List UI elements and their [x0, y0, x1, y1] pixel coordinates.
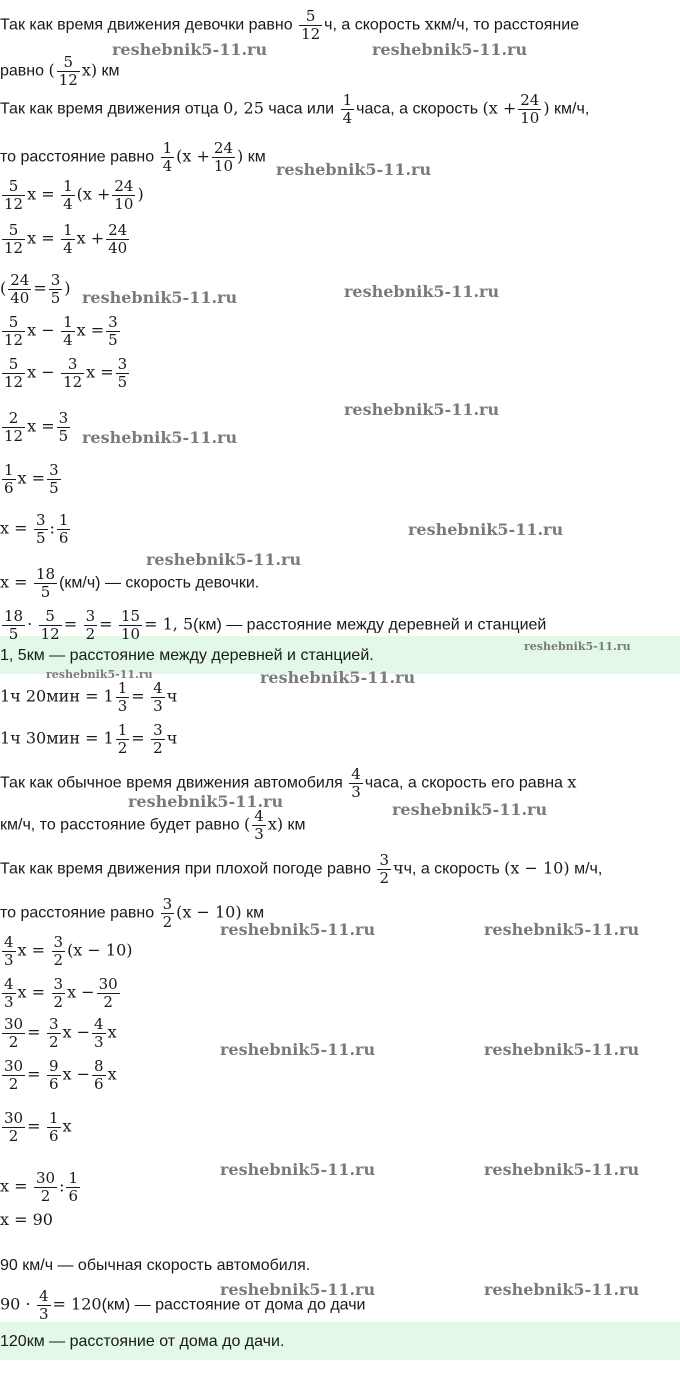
time-conversion-2: 1ч 30мин = 1 $\frac{1}{2}$ = $\frac{3}{2}$ ч [0, 721, 178, 757]
equation-13: $\frac{30}{2}$ = $\frac{1}{6}$ x [4, 1109, 72, 1145]
equation-speed-girl: x = $\frac{18}{5}$ (км/ч) — скорость девочки. [0, 565, 260, 601]
equation-14: x = $\frac{30}{2}$ : $\frac{1}{6}$ [0, 1169, 78, 1205]
problem-intro-girl: Так как время движения девочки равно $\frac{5}{12}$ ч, а скорость xкм/ч, то расстояние [0, 7, 580, 43]
watermark: reshebnik5-11.ru [392, 800, 548, 819]
problem-intro-father: Так как время движения отца 0, 25 часа или $\frac{1}{4}$ часа, а скорость (x + $\frac{24}{10}$ ) км/ч, [0, 91, 590, 127]
problem-intro-father-2: то расстояние равно $\frac{1}{4}$ (x + $\frac{24}{10}$ ) км [0, 139, 266, 175]
watermark: reshebnik5-11.ru [484, 1280, 640, 1299]
problem-intro-bad-weather: Так как время движения при плохой погоде равно $\frac{3}{2}$ чч, а скорость (x − 10) м/ч, [0, 851, 603, 887]
equation-7: $\frac{1}{6}$ x = $\frac{3}{5}$ [4, 461, 59, 497]
equation-10: $\frac{4}{3}$ x = $\frac{3}{2}$ x − $\frac{30}{2}$ [4, 975, 118, 1011]
watermark: reshebnik5-11.ru [484, 1160, 640, 1179]
answer-1: 1, 5км — расстояние между деревней и станцией. [0, 647, 374, 664]
watermark: reshebnik5-11.ru [260, 668, 416, 687]
equation-11: $\frac{30}{2}$ = $\frac{3}{2}$ x − $\frac{4}{3}$ x [4, 1015, 117, 1051]
watermark: reshebnik5-11.ru [220, 1040, 376, 1059]
watermark: reshebnik5-11.ru [408, 520, 564, 539]
equation-6: $\frac{2}{12}$ x = $\frac{3}{5}$ [4, 409, 69, 445]
watermark: reshebnik5-11.ru [220, 920, 376, 939]
car-speed-statement: 90 км/ч — обычная скорость автомобиля. [0, 1257, 311, 1274]
watermark: reshebnik5-11.ru [344, 400, 500, 419]
equation-8: x = $\frac{3}{5}$ : $\frac{1}{6}$ [0, 511, 69, 547]
watermark: reshebnik5-11.ru [344, 282, 500, 301]
equation-1: $\frac{5}{12}$ x = $\frac{1}{4}$ (x + $\frac{24}{10}$ ) [4, 177, 144, 213]
watermark: reshebnik5-11.ru [484, 920, 640, 939]
problem-intro-car: Так как обычное время движения автомобиля $\frac{4}{3}$ часа, а скорость его равна x [0, 765, 577, 801]
equation-2: $\frac{5}{12}$ x = $\frac{1}{4}$ x + $\frac{24}{40}$ [4, 221, 128, 257]
equation-4: $\frac{5}{12}$ x − $\frac{1}{4}$ x = $\frac{3}{5}$ [4, 313, 118, 349]
watermark: reshebnik5-11.ru [276, 160, 432, 179]
watermark: reshebnik5-11.ru [372, 40, 528, 59]
equation-distance: $\frac{18}{5}$ · $\frac{5}{12}$ = $\frac{3}{2}$ = $\frac{15}{10}$ = 1, 5(км) — расстояние между деревней и станцией [4, 607, 547, 643]
equation-5: $\frac{5}{12}$ x − $\frac{3}{12}$ x = $\frac{3}{5}$ [4, 355, 128, 391]
watermark: reshebnik5-11.ru [112, 40, 268, 59]
problem-intro-bad-weather-2: то расстояние равно $\frac{3}{2}$ (x − 10) км [0, 895, 265, 931]
equation-3: ( $\frac{24}{40}$ = $\frac{3}{5}$ ) [0, 271, 71, 307]
equation-result-x: x = 90 [0, 1210, 53, 1229]
watermark: reshebnik5-11.ru [484, 1040, 640, 1059]
equation-12: $\frac{30}{2}$ = $\frac{9}{6}$ x − $\frac{8}{6}$ x [4, 1057, 117, 1093]
time-conversion-1: 1ч 20мин = 1 $\frac{1}{3}$ = $\frac{4}{3}$ ч [0, 679, 178, 715]
watermark: reshebnik5-11.ru [220, 1280, 376, 1299]
watermark: reshebnik5-11.ru [220, 1160, 376, 1179]
watermark: reshebnik5-11.ru [46, 668, 153, 681]
equation-distance-car: 90 · $\frac{4}{3}$ = 120(км) — расстояние от дома до дачи [0, 1287, 366, 1323]
watermark: reshebnik5-11.ru [82, 428, 238, 447]
watermark: reshebnik5-11.ru [128, 792, 284, 811]
watermark: reshebnik5-11.ru [146, 550, 302, 569]
watermark: reshebnik5-11.ru [524, 640, 631, 653]
problem-intro-girl-2: равно ( $\frac{5}{12}$ x) км [0, 53, 120, 89]
watermark: reshebnik5-11.ru [82, 288, 238, 307]
problem-intro-car-2: км/ч, то расстояние будет равно ( $\frac{4}{3}$ x) км [0, 807, 306, 843]
equation-9: $\frac{4}{3}$ x = $\frac{3}{2}$ (x − 10) [4, 933, 133, 969]
answer-2: 120км — расстояние от дома до дачи. [0, 1333, 285, 1350]
